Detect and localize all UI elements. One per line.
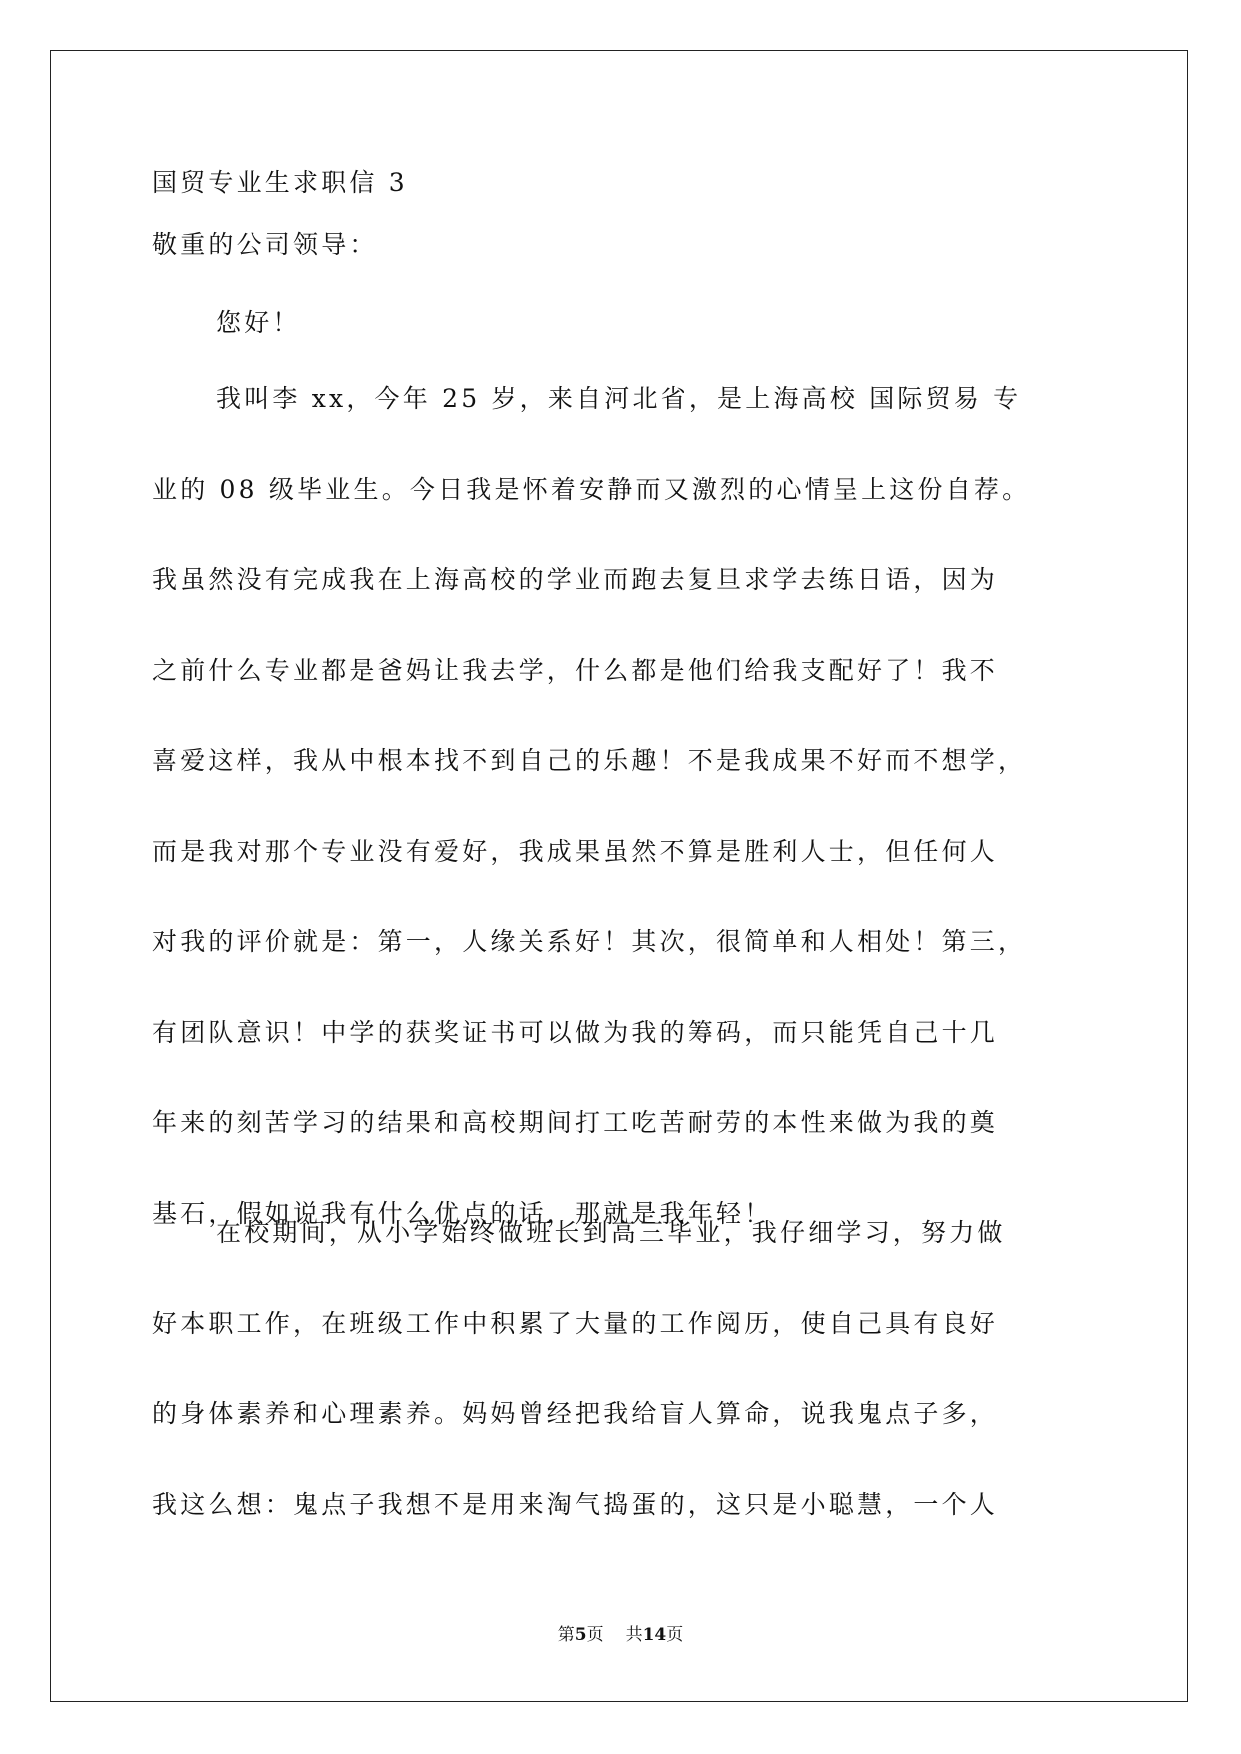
paragraph-2 [152, 1218, 1006, 1580]
paragraph-line: 我虽然没有完成我在上海高校的学业而跑去复旦求学去练日语，因为 [152, 565, 999, 594]
paragraph-line: 我叫李 xx，今年 25 岁，来自河北省，是上海高校 国际贸易 专 [216, 384, 1022, 413]
paragraph-line: 年来的刻苦学习的结果和高校期间打工吃苦耐劳的本性来做为我的奠 [152, 1108, 999, 1137]
page-suffix: 页 [586, 1625, 604, 1645]
paragraph-line: 我这么想：鬼点子我想不是用来淘气捣蛋的，这只是小聪慧，一个人 [152, 1489, 999, 1519]
paragraph-line: 之前什么专业都是爸妈让我去学，什么都是他们给我支配好了！我不 [152, 655, 999, 685]
paragraph-line: 有团队意识！中学的获奖证书可以做为我的筹码，而只能凭自己十几 [152, 1017, 999, 1047]
page-footer [0, 1620, 1241, 1645]
paragraph-line: 在校期间，从小学始终做班长到高三毕业，我仔细学习，努力做 [216, 1218, 1006, 1247]
paragraph-line: 对我的评价就是：第一，人缘关系好！其次，很简单和人相处！第三， [152, 927, 1027, 956]
total-pages: 14 [642, 1625, 667, 1645]
page-number: 5 [574, 1625, 587, 1645]
salutation: 敬重的公司领导： [152, 230, 378, 259]
greeting: 您好！ [216, 308, 301, 337]
paragraph-1 [152, 384, 1030, 1289]
total-prefix: 共 [625, 1625, 643, 1645]
page-prefix: 第 [557, 1625, 575, 1645]
paragraph-line: 业的 08 级毕业生。今日我是怀着安静而又激烈的心情呈上这份自荐。 [152, 474, 1031, 504]
document-title: 国贸专业生求职信 3 [152, 168, 408, 197]
paragraph-line: 基石，假如说我有什么优点的话，那就是我年轻！ [152, 1198, 773, 1228]
paragraph-line: 喜爱这样，我从中根本找不到自己的乐趣！不是我成果不好而不想学， [152, 746, 1027, 775]
paragraph-line: 而是我对那个专业没有爱好，我成果虽然不算是胜利人士，但任何人 [152, 836, 999, 866]
paragraph-line: 的身体素养和心理素养。妈妈曾经把我给盲人算命，说我鬼点子多， [152, 1399, 999, 1428]
total-suffix: 页 [666, 1625, 684, 1645]
paragraph-line: 好本职工作，在班级工作中积累了大量的工作阅历，使自己具有良好 [152, 1308, 999, 1338]
